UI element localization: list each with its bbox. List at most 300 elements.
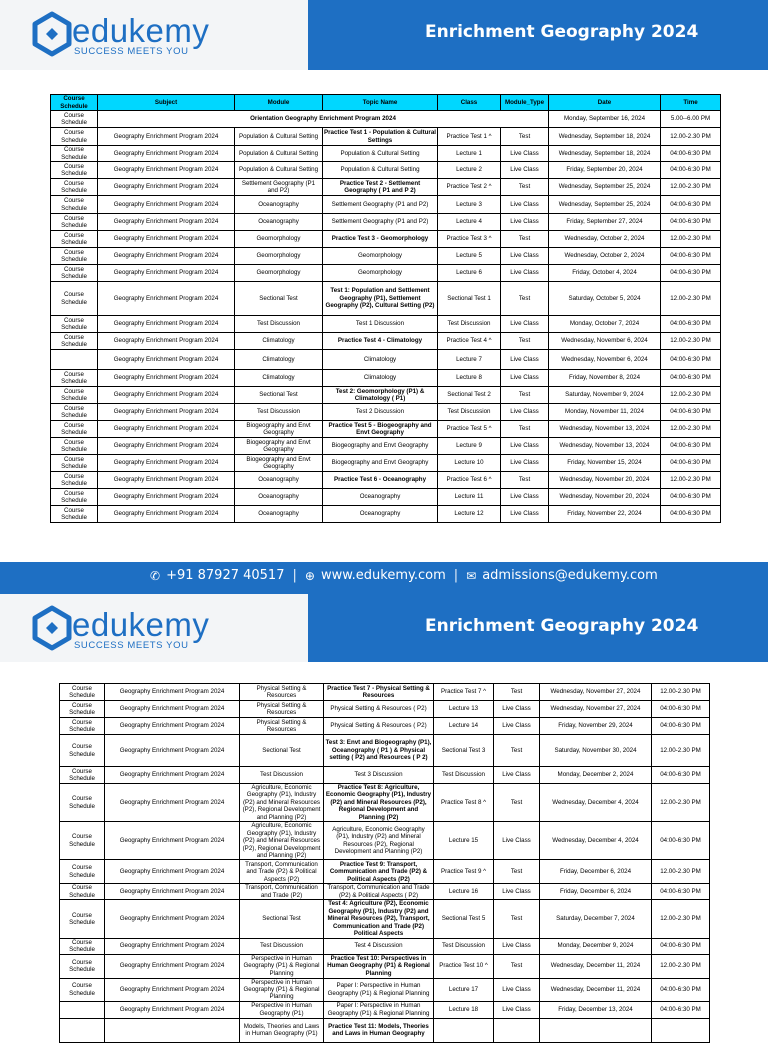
contact-separator: | [453,568,459,583]
table-cell: Live Class [494,701,540,718]
table-cell: Lecture 3 [438,196,501,214]
table-cell: 12.00-2.30 PM [652,954,710,978]
table-cell: Wednesday, October 2, 2024 [549,231,661,248]
table-cell: Geography Enrichment Program 2024 [98,282,235,316]
table-cell: 04:00-6:30 PM [661,265,721,282]
table-cell: Test 4: Agriculture (P2), Economic Geography (P1), Industry (P2) and Mineral Resources (P2), Transport, Communication and Trade (P2) Political Aspects [324,900,434,938]
table-cell: Friday, December 13, 2024 [540,1001,652,1018]
page-title: Enrichment Geography 2024 [425,22,699,42]
table-cell: 04:00-6:30 PM [652,767,710,784]
table-cell: Live Class [501,370,549,387]
table-cell: Geography Enrichment Program 2024 [105,884,240,900]
table-cell: Agriculture, Economic Geography (P1), Industry (P2) and Mineral Resources (P2), Regional Development and Planning (P2) [240,822,324,860]
table-cell: Wednesday, November 6, 2024 [549,333,661,350]
table-cell: Course Schedule [51,370,98,387]
table-cell: 04:00-6:30 PM [661,162,721,179]
table-cell: Course Schedule [51,489,98,506]
schedule-table-page1 [50,94,721,523]
table-cell: Biogeography and Envt Geography [235,438,323,455]
table-cell: Lecture 2 [438,162,501,179]
table-cell: Oceanography [323,506,438,523]
table-cell: Population & Cultural Setting [323,146,438,162]
table-cell: Course Schedule [51,248,98,265]
edukemy-logo-icon [32,606,72,652]
table-cell: Transport, Communication and Trade (P2) [240,884,324,900]
table-cell: 04:00-6:30 PM [661,455,721,472]
column-header: Course Schedule [51,95,98,111]
table-cell [494,1018,540,1042]
table-cell: Geography Enrichment Program 2024 [105,954,240,978]
table-row [60,784,710,822]
table-cell: Saturday, December 7, 2024 [540,900,652,938]
table-cell: Practice Test 5 ^ [438,421,501,438]
contact-email[interactable]: admissions@edukemy.com [482,568,658,583]
table-row [51,196,721,214]
table-cell: Settlement Geography (P1 and P2) [323,214,438,231]
table-cell: 04:00-6:30 PM [652,938,710,954]
page1-header [0,0,768,70]
table-cell: Live Class [494,767,540,784]
table-cell: Test [501,231,549,248]
table-cell: Monday, November 11, 2024 [549,404,661,421]
table-cell: Test [501,179,549,196]
table-cell: Oceanography [323,489,438,506]
table-cell: Wednesday, December 4, 2024 [540,822,652,860]
table-cell: Test Discussion [240,938,324,954]
table-cell: 04:00-6:30 PM [652,1001,710,1018]
table-cell: Climatology [235,333,323,350]
table-cell: Biogeography and Envt Geography [323,438,438,455]
table-cell: Saturday, October 5, 2024 [549,282,661,316]
table-cell: Agriculture, Economic Geography (P1), Industry (P2) and Mineral Resources (P2), Regional Development and Planning (P2) [324,822,434,860]
table-cell: Practice Test 8: Agriculture, Economic Geography (P1), Industry (P2) and Mineral Resources (P2), Regional Development and Planning (P2) [324,784,434,822]
table-cell: Friday, October 4, 2024 [549,265,661,282]
table-row [51,472,721,489]
table-cell: Lecture 17 [434,978,494,1001]
header-logo-panel [0,0,308,70]
table-cell: Population & Cultural Setting [235,146,323,162]
table-cell: 04:00-6:30 PM [661,438,721,455]
table-cell: Test Discussion [434,938,494,954]
table-cell: Live Class [501,146,549,162]
table-cell: Test Discussion [235,316,323,333]
table-cell: Geography Enrichment Program 2024 [105,900,240,938]
table-cell: Geography Enrichment Program 2024 [98,128,235,146]
table-cell: Course Schedule [51,455,98,472]
table-cell: Test Discussion [235,404,323,421]
table-cell: Live Class [501,350,549,370]
table-cell: Course Schedule [60,954,105,978]
table-row [60,860,710,884]
table-cell: Test 1 Discussion [323,316,438,333]
table-cell: Geography Enrichment Program 2024 [105,938,240,954]
table-row [51,506,721,523]
table-cell: 04:00-6:30 PM [661,146,721,162]
table-row [51,421,721,438]
table-cell: Geography Enrichment Program 2024 [105,978,240,1001]
table-cell: Course Schedule [51,162,98,179]
logo-wordmark: edukemy [72,606,210,643]
phone-icon: ✆ [150,568,161,583]
table-cell: Course Schedule [60,938,105,954]
table-cell: Course Schedule [51,111,98,128]
table-cell: Practice Test 5 - Biogeography and Envt Geography [323,421,438,438]
table-cell: Physical Setting & Resources [240,718,324,735]
table-row [51,214,721,231]
table-cell: Test 3 Discussion [324,767,434,784]
table-cell: Geography Enrichment Program 2024 [98,421,235,438]
table-cell: Course Schedule [51,265,98,282]
table-cell: Test [501,333,549,350]
table-cell: Sectional Test [235,387,323,404]
table-cell: Course Schedule [51,421,98,438]
table-cell: 04:00-6:30 PM [652,884,710,900]
table-cell: Geography Enrichment Program 2024 [98,404,235,421]
table-cell: 12.00-2.30 PM [661,421,721,438]
table-cell: Practice Test 2 - Settlement Geography ( P1 and P 2) [323,179,438,196]
table-cell: Live Class [501,404,549,421]
table-cell: Geomorphology [323,248,438,265]
table-cell: 04:00-6:30 PM [661,404,721,421]
table-cell: Live Class [501,162,549,179]
table-cell: Course Schedule [60,701,105,718]
table-cell: Oceanography [235,196,323,214]
table-cell: Friday, November 22, 2024 [549,506,661,523]
header-title-panel [308,594,768,662]
table-cell: Friday, September 27, 2024 [549,214,661,231]
table-row [60,1018,710,1042]
table-cell: Live Class [501,214,549,231]
contact-website[interactable]: www.edukemy.com [320,568,446,583]
table-cell: Agriculture, Economic Geography (P1), Industry (P2) and Mineral Resources (P2), Regional Development and Planning (P2) [240,784,324,822]
table-cell: 12.00-2.30 PM [652,860,710,884]
table-cell: Biogeography and Envt Geography [235,421,323,438]
table-row [60,954,710,978]
table-row [51,146,721,162]
table-cell: Perspective in Human Geography (P1) & Regional Planning [240,978,324,1001]
table-cell: Course Schedule [60,767,105,784]
table-cell [540,1018,652,1042]
table-row [51,438,721,455]
table-cell: Geography Enrichment Program 2024 [98,146,235,162]
table-cell: Geography Enrichment Program 2024 [105,767,240,784]
table-cell: Live Class [501,265,549,282]
table-cell: Test 1: Population and Settlement Geography (P1), Settlement Geography (P2), Cultural Setting (P2) [323,282,438,316]
table-cell: Live Class [494,822,540,860]
table-cell: Practice Test 10: Perspectives in Human Geography (P1) & Regional Planning [324,954,434,978]
table-cell: Settlement Geography (P1 and P2) [323,196,438,214]
table-cell: Test [501,472,549,489]
table-cell: Wednesday, September 25, 2024 [549,179,661,196]
table-row [51,162,721,179]
edukemy-logo-icon [32,12,72,58]
table-cell: Climatology [235,350,323,370]
table-row [60,718,710,735]
table-cell: Transport, Communication and Trade (P2) & Political Aspects ( P2) [324,884,434,900]
table-cell: Settlement Geography (P1 and P2) [235,179,323,196]
table-cell: Geography Enrichment Program 2024 [105,860,240,884]
table-cell: 12.00-2.30 PM [661,128,721,146]
table-row [60,1001,710,1018]
logo-tagline: SUCCESS MEETS YOU [74,46,189,57]
table-cell: Climatology [323,350,438,370]
table-cell: Friday, November 8, 2024 [549,370,661,387]
table-cell: Live Class [501,506,549,523]
table-cell: 5.00--6.00 PM [661,111,721,128]
table-row [51,128,721,146]
table-cell: 04:00-6:30 PM [652,978,710,1001]
table-cell: Course Schedule [51,404,98,421]
table-cell: 04:00-6:30 PM [661,214,721,231]
table-row [60,767,710,784]
table-cell: Geography Enrichment Program 2024 [105,701,240,718]
contact-phone[interactable]: +91 87927 40517 [166,568,285,583]
table-cell: Course Schedule [60,860,105,884]
table-cell: Practice Test 1 ^ [438,128,501,146]
table-row [60,684,710,701]
table-cell: Wednesday, September 18, 2024 [549,128,661,146]
column-header: Topic Name [323,95,438,111]
table-row [60,701,710,718]
table-cell: Live Class [494,978,540,1001]
logo-tagline: SUCCESS MEETS YOU [74,640,189,651]
table-cell: Paper I: Perspective in Human Geography (P1) & Regional Planning [324,1001,434,1018]
table-cell: Geography Enrichment Program 2024 [98,265,235,282]
table-cell: Biogeography and Envt Geography [235,455,323,472]
table-cell: Live Class [494,1001,540,1018]
table-cell: Practice Test 1 - Population & Cultural Settings [324,129,436,144]
table-cell: Test Discussion [438,404,501,421]
page2-header [0,594,768,662]
column-header: Time [661,95,721,111]
edukemy-logo [32,12,302,60]
table-cell: Lecture 14 [434,718,494,735]
table-cell [60,1001,105,1018]
table-cell: Lecture 11 [438,489,501,506]
table-cell: Physical Setting & Resources ( P2) [324,718,434,735]
table-row [60,822,710,860]
table-cell: Geography Enrichment Program 2024 [105,1001,240,1018]
table-cell: Transport, Communication and Trade (P2) & Political Aspects (P2) [240,860,324,884]
table-cell: Physical Setting & Resources ( P2) [324,701,434,718]
table-cell: Wednesday, November 27, 2024 [540,701,652,718]
table-cell: Live Class [494,718,540,735]
table-cell: 04:00-6:30 PM [661,350,721,370]
table-header-row [51,95,721,111]
table-cell: Paper I: Perspective in Human Geography (P1) & Regional Planning [324,978,434,1001]
table-cell [105,1018,240,1042]
table-cell: Practice Test 7 ^ [434,684,494,701]
table-cell: Models, Theories and Laws in Human Geography (P1) [240,1018,324,1042]
table-cell: Practice Test 3 ^ [438,231,501,248]
table-cell: Saturday, November 9, 2024 [549,387,661,404]
table-cell: Test Discussion [434,767,494,784]
table-cell: Course Schedule [51,333,98,350]
table-cell: Wednesday, October 2, 2024 [549,248,661,265]
table-cell: 12.00-2.30 PM [661,333,721,350]
table-cell: Course Schedule [51,231,98,248]
table-cell: Practice Test 6 - Oceanography [323,472,438,489]
table-row [51,248,721,265]
table-cell: Lecture 13 [434,701,494,718]
table-cell: Climatology [323,370,438,387]
table-cell: Monday, December 2, 2024 [540,767,652,784]
table-cell: Geography Enrichment Program 2024 [105,718,240,735]
table-cell: Course Schedule [60,684,105,701]
table-cell: Geography Enrichment Program 2024 [98,489,235,506]
table-cell: Practice Test 4 - Climatology [323,333,438,350]
table-cell: Wednesday, November 6, 2024 [549,350,661,370]
table-cell: Friday, November 15, 2024 [549,455,661,472]
table-cell: Course Schedule [51,179,98,196]
table-cell: Live Class [494,938,540,954]
table-cell: Geography Enrichment Program 2024 [98,196,235,214]
table-cell: Oceanography [235,489,323,506]
table-cell: Friday, November 29, 2024 [540,718,652,735]
table-cell: Geography Enrichment Program 2024 [105,684,240,701]
table-cell: Course Schedule [51,316,98,333]
table-row [51,282,721,316]
table-cell: Geography Enrichment Program 2024 [98,162,235,179]
table-cell: Geography Enrichment Program 2024 [98,231,235,248]
table-cell: Wednesday, December 4, 2024 [540,784,652,822]
table-cell: Geography Enrichment Program 2024 [98,455,235,472]
table-cell: 12.00-2.30 PM [661,282,721,316]
table-cell: 04:00-6:30 PM [652,718,710,735]
table-cell: Wednesday, September 18, 2024 [549,146,661,162]
table-cell: Live Class [501,438,549,455]
table-cell: Geography Enrichment Program 2024 [98,214,235,231]
table-cell: Course Schedule [60,900,105,938]
table-cell: Test [494,735,540,767]
table-row [51,316,721,333]
mail-icon: ✉ [466,568,477,583]
table-cell: Test [494,784,540,822]
table-cell: Sectional Test 1 [438,282,501,316]
table-cell: Test 3: Envt and Biogeography (P1), Oceanography ( P1 ) & Physical setting ( P2) and Resources ( P 2) [324,735,434,767]
table-cell: Course Schedule [51,282,98,316]
schedule-table-page2 [59,683,710,1043]
table-cell: 12.00-2.30 PM [652,684,710,701]
table-cell: Practice Test 4 ^ [438,333,501,350]
table-cell: 12.00-2.30 PM [661,231,721,248]
table-cell: Live Class [501,316,549,333]
table-cell: Lecture 15 [434,822,494,860]
table-cell: Oceanography [235,472,323,489]
table-cell: Live Class [501,248,549,265]
table-cell: Population & Cultural Setting [323,162,438,179]
table-cell: Course Schedule [60,884,105,900]
column-header: Class [438,95,501,111]
table-cell: Course Schedule [60,978,105,1001]
table-row [60,884,710,900]
table-cell: Geography Enrichment Program 2024 [98,333,235,350]
table-row [51,370,721,387]
table-row [51,111,721,128]
contact-bar [0,562,768,594]
table-cell: Test [501,421,549,438]
table-cell: Geomorphology [235,231,323,248]
table-cell: Physical Setting & Resources [240,701,324,718]
table-row [51,350,721,370]
table-row [60,978,710,1001]
table-cell: 04:00-6:30 PM [652,822,710,860]
table-cell: 12.00-2.30 PM [652,735,710,767]
table-cell: 04:00-6:30 PM [661,316,721,333]
table-cell: Physical Setting & Resources [240,684,324,701]
table-cell: Course Schedule [51,438,98,455]
table-cell: Geography Enrichment Program 2024 [105,735,240,767]
table-cell: Lecture 10 [438,455,501,472]
table-cell: Monday, September 16, 2024 [549,111,661,128]
table-row [51,265,721,282]
table-row [51,455,721,472]
table-cell: 12.00-2.30 PM [652,784,710,822]
table-cell: Course Schedule [60,822,105,860]
table-cell: Geography Enrichment Program 2024 [98,438,235,455]
table-cell: Geography Enrichment Program 2024 [98,316,235,333]
table-cell [434,1018,494,1042]
table-cell: 04:00-6:30 PM [652,701,710,718]
table-cell: Lecture 9 [438,438,501,455]
table-cell: Oceanography [235,506,323,523]
table-cell: Wednesday, September 25, 2024 [549,196,661,214]
table-cell: Practice Test 6 ^ [438,472,501,489]
table-cell: Population & Cultural Setting [235,128,323,146]
table-cell: Geography Enrichment Program 2024 [98,472,235,489]
table-row [60,735,710,767]
table-cell: Geography Enrichment Program 2024 [105,784,240,822]
table-cell: Geography Enrichment Program 2024 [98,350,235,370]
table-cell: Practice Test 2 ^ [438,179,501,196]
table-cell: 04:00-6:30 PM [661,248,721,265]
contact-separator: | [292,568,297,583]
table-row [51,179,721,196]
column-header: Module_Type [501,95,549,111]
table-cell: Course Schedule [51,214,98,231]
table-cell: Geography Enrichment Program 2024 [98,387,235,404]
table-row [51,231,721,248]
table-cell: Course Schedule [60,718,105,735]
logo-wordmark: edukemy [72,12,210,49]
table-cell: 12.00-2.30 PM [661,472,721,489]
table-cell: Course Schedule [60,784,105,822]
table-cell: Perspective in Human Geography (P1) & Regional Planning [240,954,324,978]
table-cell [652,1018,710,1042]
table-row [51,489,721,506]
column-header: Subject [98,95,235,111]
table-cell: Geomorphology [235,265,323,282]
table-cell: Test [494,860,540,884]
table-cell: Geography Enrichment Program 2024 [98,248,235,265]
table-cell: Geography Enrichment Program 2024 [105,822,240,860]
table-cell: Course Schedule [51,146,98,162]
table-cell: 12.00-2.30 PM [661,387,721,404]
table-cell: Geomorphology [235,248,323,265]
table-cell: 12.00-2.30 PM [661,179,721,196]
table-cell: Orientation Geography Enrichment Program 2024 [98,111,549,128]
table-cell: Perspective in Human Geography (P1) [240,1001,324,1018]
globe-icon: ⊕ [304,568,315,583]
table-cell: Lecture 5 [438,248,501,265]
table-cell: Friday, September 20, 2024 [549,162,661,179]
table-row [51,404,721,421]
table-row [51,333,721,350]
table-cell: Test [501,387,549,404]
table-cell: Lecture 4 [438,214,501,231]
table-cell: 04:00-6:30 PM [661,489,721,506]
table-cell: Friday, December 6, 2024 [540,860,652,884]
